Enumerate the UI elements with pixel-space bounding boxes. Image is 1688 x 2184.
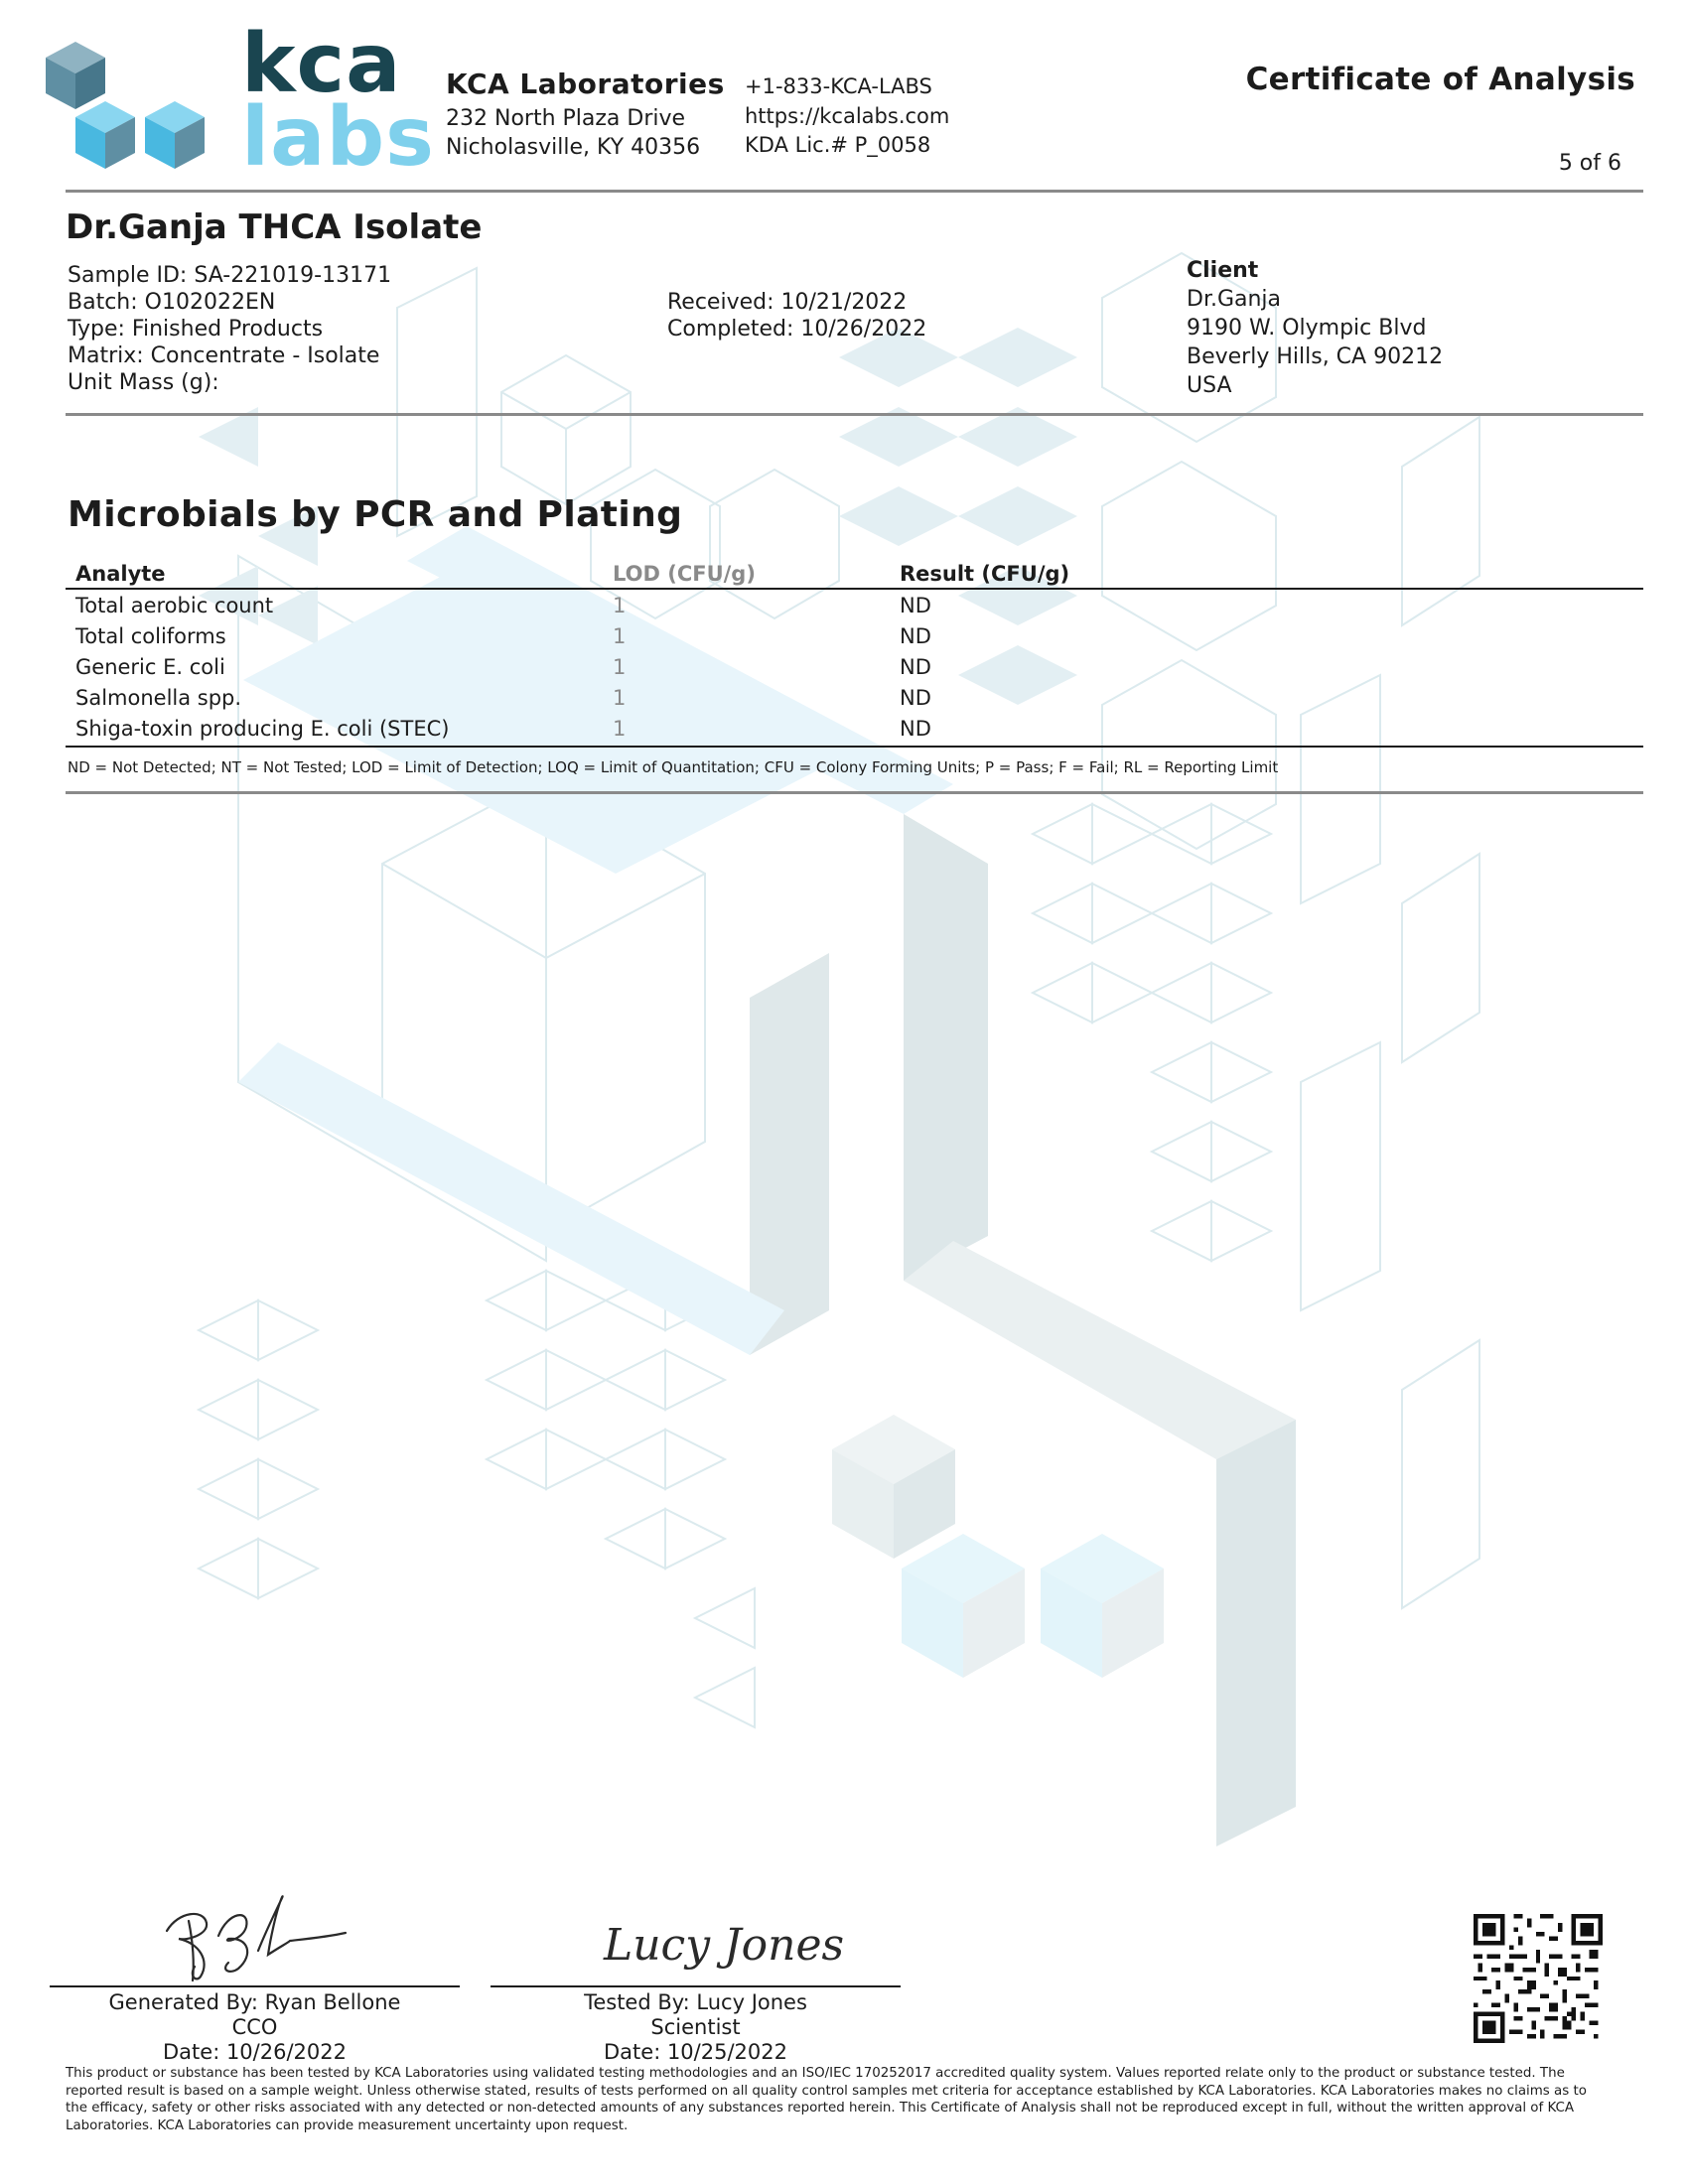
- lod-cell: 1: [613, 624, 627, 648]
- lab-name: KCA Laboratories: [446, 68, 725, 100]
- kca-labs-logo: [40, 17, 435, 185]
- lab-address-line2: Nicholasville, KY 40356: [446, 135, 701, 160]
- column-header-result: Result (CFU/g): [900, 562, 1070, 586]
- client-address-line1: 9190 W. Olympic Blvd: [1187, 316, 1427, 341]
- sample-type: Type: Finished Products: [68, 317, 324, 341]
- column-header-analyte: Analyte: [75, 562, 166, 586]
- client-heading: Client: [1187, 258, 1259, 283]
- completed-date: Completed: 10/26/2022: [667, 317, 927, 341]
- page-number: 5 of 6: [1558, 151, 1621, 176]
- client-name: Dr.Ganja: [1187, 287, 1282, 312]
- table-row: [0, 655, 1688, 686]
- table-row: [0, 717, 1688, 748]
- product-name: Dr.Ganja THCA Isolate: [66, 207, 483, 247]
- matrix: Matrix: Concentrate - Isolate: [68, 343, 380, 368]
- table-header-rule: [66, 588, 1643, 590]
- result-cell: ND: [900, 594, 931, 617]
- lod-cell: 1: [613, 686, 627, 710]
- abbreviation-legend: ND = Not Detected; NT = Not Tested; LOD = Limit of Detection; LOQ = Limit of Quantitation; CFU = Colony Forming Units; P = Pass; F = Fail; RL = Reporting Limit: [68, 758, 1279, 776]
- unit-mass: Unit Mass (g):: [68, 370, 219, 395]
- lod-cell: 1: [613, 594, 627, 617]
- generated-date: Date: 10/26/2022: [163, 2040, 347, 2064]
- result-cell: ND: [900, 686, 931, 710]
- section-title: Microbials by PCR and Plating: [68, 494, 683, 535]
- signature-lucy-jones-text: Lucy Jones: [604, 1920, 845, 1971]
- legal-disclaimer: This product or substance has been tested by KCA Laboratories using validated testing methodologies and an ISO/IEC 170252017 accredited quality system. Values reported relate only to the product or substance tested. The reported result is based on a sample weight. Unless otherwise stated, results of tests performed on all quality control samples met criteria for acceptance established by KCA Laboratories. KCA Laboratories makes no claims as to the efficacy, safety or other risks associated with any detected or non-detected amounts of any substances reported herein. This Certificate of Analysis shall not be reproduced except in full, without the written approval of KCA Laboratories. KCA Laboratories can provide measurement uncertainty upon request.: [66, 2066, 1587, 2133]
- signature-line-generated: [50, 1985, 460, 1987]
- result-cell: ND: [900, 655, 931, 679]
- batch: Batch: O102022EN: [68, 290, 276, 315]
- client-country: USA: [1187, 373, 1232, 398]
- result-cell: ND: [900, 717, 931, 741]
- analyte-cell: Total aerobic count: [75, 594, 274, 617]
- lab-website[interactable]: https://kcalabs.com: [745, 104, 950, 128]
- signature-lucy-jones: [596, 1896, 845, 1985]
- lab-phone: +1-833-KCA-LABS: [745, 74, 932, 98]
- logo-word-labs: labs: [241, 90, 435, 185]
- sample-divider: [66, 413, 1643, 416]
- generated-title: CCO: [231, 2015, 278, 2039]
- document-title: Certificate of Analysis: [1245, 62, 1635, 97]
- sample-id: Sample ID: SA-221019-13171: [68, 263, 392, 288]
- table-bottom-rule: [66, 746, 1643, 748]
- signature-line-tested: [491, 1985, 901, 1987]
- received-date: Received: 10/21/2022: [667, 290, 908, 315]
- tested-by: Tested By: Lucy Jones: [584, 1990, 807, 2014]
- generated-by: Generated By: Ryan Bellone: [108, 1990, 401, 2014]
- lod-cell: 1: [613, 717, 627, 741]
- qr-code[interactable]: [1474, 1914, 1603, 2043]
- column-header-lod: LOD (CFU/g): [613, 562, 756, 586]
- table-row: [0, 686, 1688, 717]
- tested-date: Date: 10/25/2022: [604, 2040, 787, 2064]
- lab-address-line1: 232 North Plaza Drive: [446, 106, 686, 131]
- lab-license: KDA Lic.# P_0058: [745, 133, 931, 157]
- analyte-cell: Total coliforms: [75, 624, 226, 648]
- lod-cell: 1: [613, 655, 627, 679]
- analyte-cell: Shiga-toxin producing E. coli (STEC): [75, 717, 450, 741]
- table-row: [0, 624, 1688, 655]
- analyte-cell: Generic E. coli: [75, 655, 225, 679]
- header-divider: [66, 190, 1643, 193]
- analyte-cell: Salmonella spp.: [75, 686, 242, 710]
- table-row: [0, 594, 1688, 624]
- tested-title: Scientist: [650, 2015, 741, 2039]
- client-address-line2: Beverly Hills, CA 90212: [1187, 344, 1444, 369]
- signature-ryan-bellone: [159, 1881, 357, 1985]
- section-end-divider: [66, 791, 1643, 794]
- logo-word-kca: kca: [241, 17, 402, 111]
- result-cell: ND: [900, 624, 931, 648]
